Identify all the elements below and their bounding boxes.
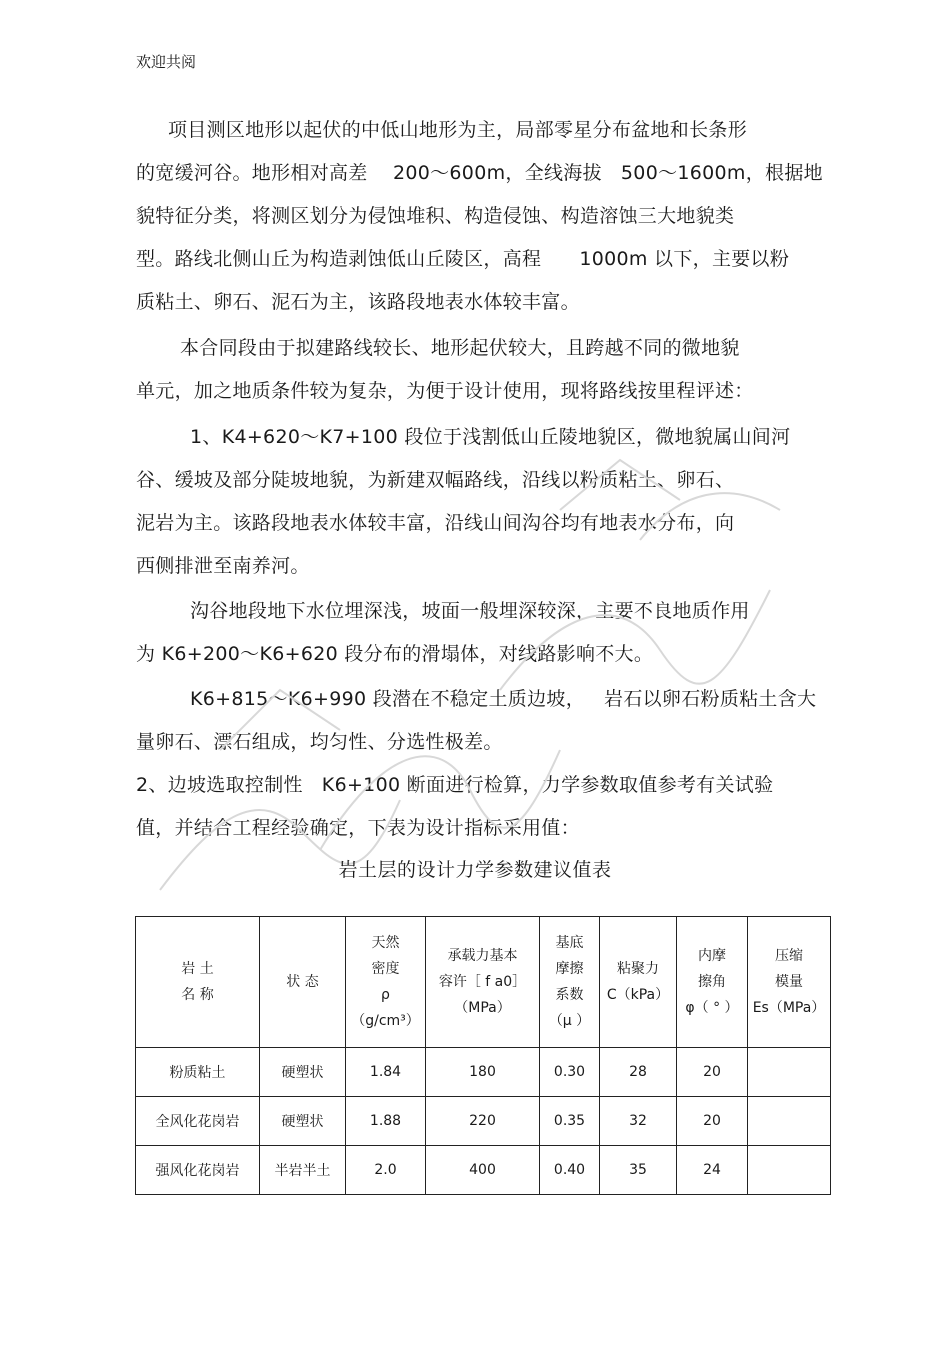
header-cell-bearing: 承载力基本 容许［ f a0］ （MPa） — [426, 917, 540, 1048]
body-text-line: 沟谷地段地下水位埋深浅，坡面一般埋深较深，主要不良地质作用 — [190, 600, 750, 622]
body-text-line: 的宽缓河谷。地形相对高差 200～600m，全线海拔 500～1600m，根据地 — [136, 162, 823, 184]
table-cell: 硬塑状 — [260, 1048, 346, 1097]
table-cell: 28 — [600, 1048, 677, 1097]
table-cell: 35 — [600, 1146, 677, 1195]
table-cell: 半岩半土 — [260, 1146, 346, 1195]
header-cell-friction-angle: 内摩 擦角 φ（ ° ） — [677, 917, 748, 1048]
table-row — [136, 1146, 831, 1195]
body-text-line: 西侧排泄至南养河。 — [136, 555, 310, 577]
table-row — [136, 1097, 831, 1146]
header-cell-state: 状 态 — [260, 917, 346, 1048]
table-cell — [748, 1146, 831, 1195]
table-cell: 硬塑状 — [260, 1097, 346, 1146]
body-text-line: 量卵石、漂石组成，均匀性、分选性极差。 — [136, 731, 503, 753]
table-cell: 0.40 — [540, 1146, 600, 1195]
table-cell — [748, 1097, 831, 1146]
table-cell: 全风化花岗岩 — [136, 1097, 260, 1146]
table-cell: 400 — [426, 1146, 540, 1195]
body-text-line: 型。路线北侧山丘为构造剥蚀低山丘陵区，高程 1000m 以下，主要以粉 — [136, 248, 790, 270]
page-header-text: 欢迎共阅 — [136, 53, 197, 71]
table-caption: 岩土层的设计力学参数建议值表 — [338, 859, 612, 881]
body-text-line: 谷、缓坡及部分陡坡地貌，为新建双幅路线，沿线以粉质粘土、卵石、 — [136, 469, 735, 491]
header-cell-cohesion: 粘聚力 C（kPa） — [600, 917, 677, 1048]
body-text-line: 为 K6+200～K6+620 段分布的滑塌体，对线路影响不大。 — [136, 643, 654, 665]
table-cell: 32 — [600, 1097, 677, 1146]
body-text-line: 1、K4+620～K7+100 段位于浅割低山丘陵地貌区，微地貌属山间河 — [190, 426, 791, 448]
body-text-line: 单元，加之地质条件较为复杂，为便于设计使用，现将路线按里程评述： — [136, 380, 754, 402]
header-cell-modulus: 压缩 模量 Es（MPa） — [748, 917, 831, 1048]
table-cell: 220 — [426, 1097, 540, 1146]
table-cell: 1.88 — [346, 1097, 426, 1146]
header-cell-friction: 基底 摩擦 系数 （μ ） — [540, 917, 600, 1048]
table-cell: 24 — [677, 1146, 748, 1195]
table-cell: 0.35 — [540, 1097, 600, 1146]
parameters-table — [135, 916, 831, 1195]
table-cell: 粉质粘土 — [136, 1048, 260, 1097]
table-cell: 20 — [677, 1048, 748, 1097]
table-header-row — [136, 917, 831, 1048]
table-cell — [748, 1048, 831, 1097]
body-text-line: 项目测区地形以起伏的中低山地形为主，局部零星分布盆地和长条形 — [168, 119, 748, 141]
table-cell: 20 — [677, 1097, 748, 1146]
body-text-line: 貌特征分类，将测区划分为侵蚀堆积、构造侵蚀、构造溶蚀三大地貌类 — [136, 205, 735, 227]
table-cell: 0.30 — [540, 1048, 600, 1097]
header-cell-density: 天然 密度 ρ （g/cm³） — [346, 917, 426, 1048]
table-cell: 2.0 — [346, 1146, 426, 1195]
body-text-line: 2、边坡选取控制性 K6+100 断面进行检算，力学参数取值参考有关试验 — [136, 774, 774, 796]
body-text-line: 质粘土、卵石、泥石为主，该路段地表水体较丰富。 — [136, 291, 580, 313]
header-cell-name: 岩 土 名 称 — [136, 917, 260, 1048]
table-cell: 强风化花岗岩 — [136, 1146, 260, 1195]
body-text-line: 值，并结合工程经验确定，下表为设计指标采用值： — [136, 817, 580, 839]
table-cell: 1.84 — [346, 1048, 426, 1097]
body-text-line: 泥岩为主。该路段地表水体较丰富，沿线山间沟谷均有地表水分布，向 — [136, 512, 735, 534]
body-text-line: 本合同段由于拟建路线较长、地形起伏较大，且跨越不同的微地貌 — [180, 337, 740, 359]
table-row — [136, 1048, 831, 1097]
table-cell: 180 — [426, 1048, 540, 1097]
body-text-line: K6+815～K6+990 段潜在不稳定土质边坡， 岩石以卵石粉质粘土含大 — [190, 688, 817, 710]
